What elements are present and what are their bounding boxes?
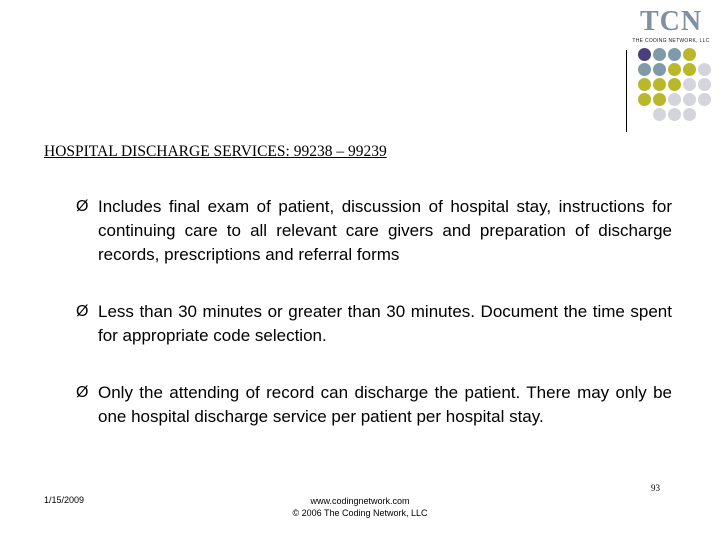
- decorative-dot: [653, 93, 666, 106]
- footer-copyright: © 2006 The Coding Network, LLC: [292, 508, 428, 518]
- decorative-dot: [638, 48, 651, 61]
- arrow-bullet-icon: Ø: [76, 384, 89, 401]
- decorative-dot: [653, 63, 666, 76]
- decorative-dot: [653, 78, 666, 91]
- logo-subtitle: THE CODING NETWORK, LLC: [632, 38, 710, 44]
- decorative-dot: [668, 48, 681, 61]
- decorative-dot: [683, 78, 696, 91]
- decorative-dot: [683, 108, 696, 121]
- decorative-dot: [638, 78, 651, 91]
- company-logo: [630, 8, 712, 48]
- bullet-item: [76, 381, 672, 429]
- decorative-dot: [668, 63, 681, 76]
- footer-url: www.codingnetwork.com: [310, 496, 410, 506]
- decorative-dot: [638, 93, 651, 106]
- decorative-dot: [653, 108, 666, 121]
- page-number: 93: [651, 483, 660, 493]
- decorative-dot: [638, 63, 651, 76]
- bullet-item: [76, 195, 672, 267]
- arrow-bullet-icon: Ø: [76, 303, 89, 320]
- decorative-dot: [668, 108, 681, 121]
- decorative-dot: [683, 93, 696, 106]
- bullet-item: [76, 300, 672, 348]
- decorative-dot-grid: [638, 48, 718, 128]
- decorative-dot: [683, 63, 696, 76]
- bullet-text: Less than 30 minutes or greater than 30 minutes. Document the time spent for appropriate code selection.: [98, 302, 672, 345]
- footer: [240, 495, 480, 519]
- slide-date: 1/15/2009: [44, 495, 85, 505]
- decorative-dot: [653, 48, 666, 61]
- slide-title: HOSPITAL DISCHARGE SERVICES: 99238 – 99239: [44, 143, 387, 160]
- decorative-dot: [668, 78, 681, 91]
- decorative-dot: [683, 48, 696, 61]
- decorative-dot: [698, 93, 711, 106]
- arrow-bullet-icon: Ø: [76, 198, 89, 215]
- decorative-dot: [698, 78, 711, 91]
- logo-text: TCN: [639, 6, 703, 37]
- bullet-text: Only the attending of record can discharge the patient. There may only be one hospital discharge service per patient per hospital stay.: [98, 383, 672, 426]
- bullet-text: Includes final exam of patient, discussion of hospital stay, instructions for continuing care to all relevant care givers and preparation of discharge records, prescriptions and referral forms: [98, 197, 672, 264]
- decorative-dot: [698, 63, 711, 76]
- vertical-divider: [626, 50, 627, 132]
- decorative-dot: [668, 93, 681, 106]
